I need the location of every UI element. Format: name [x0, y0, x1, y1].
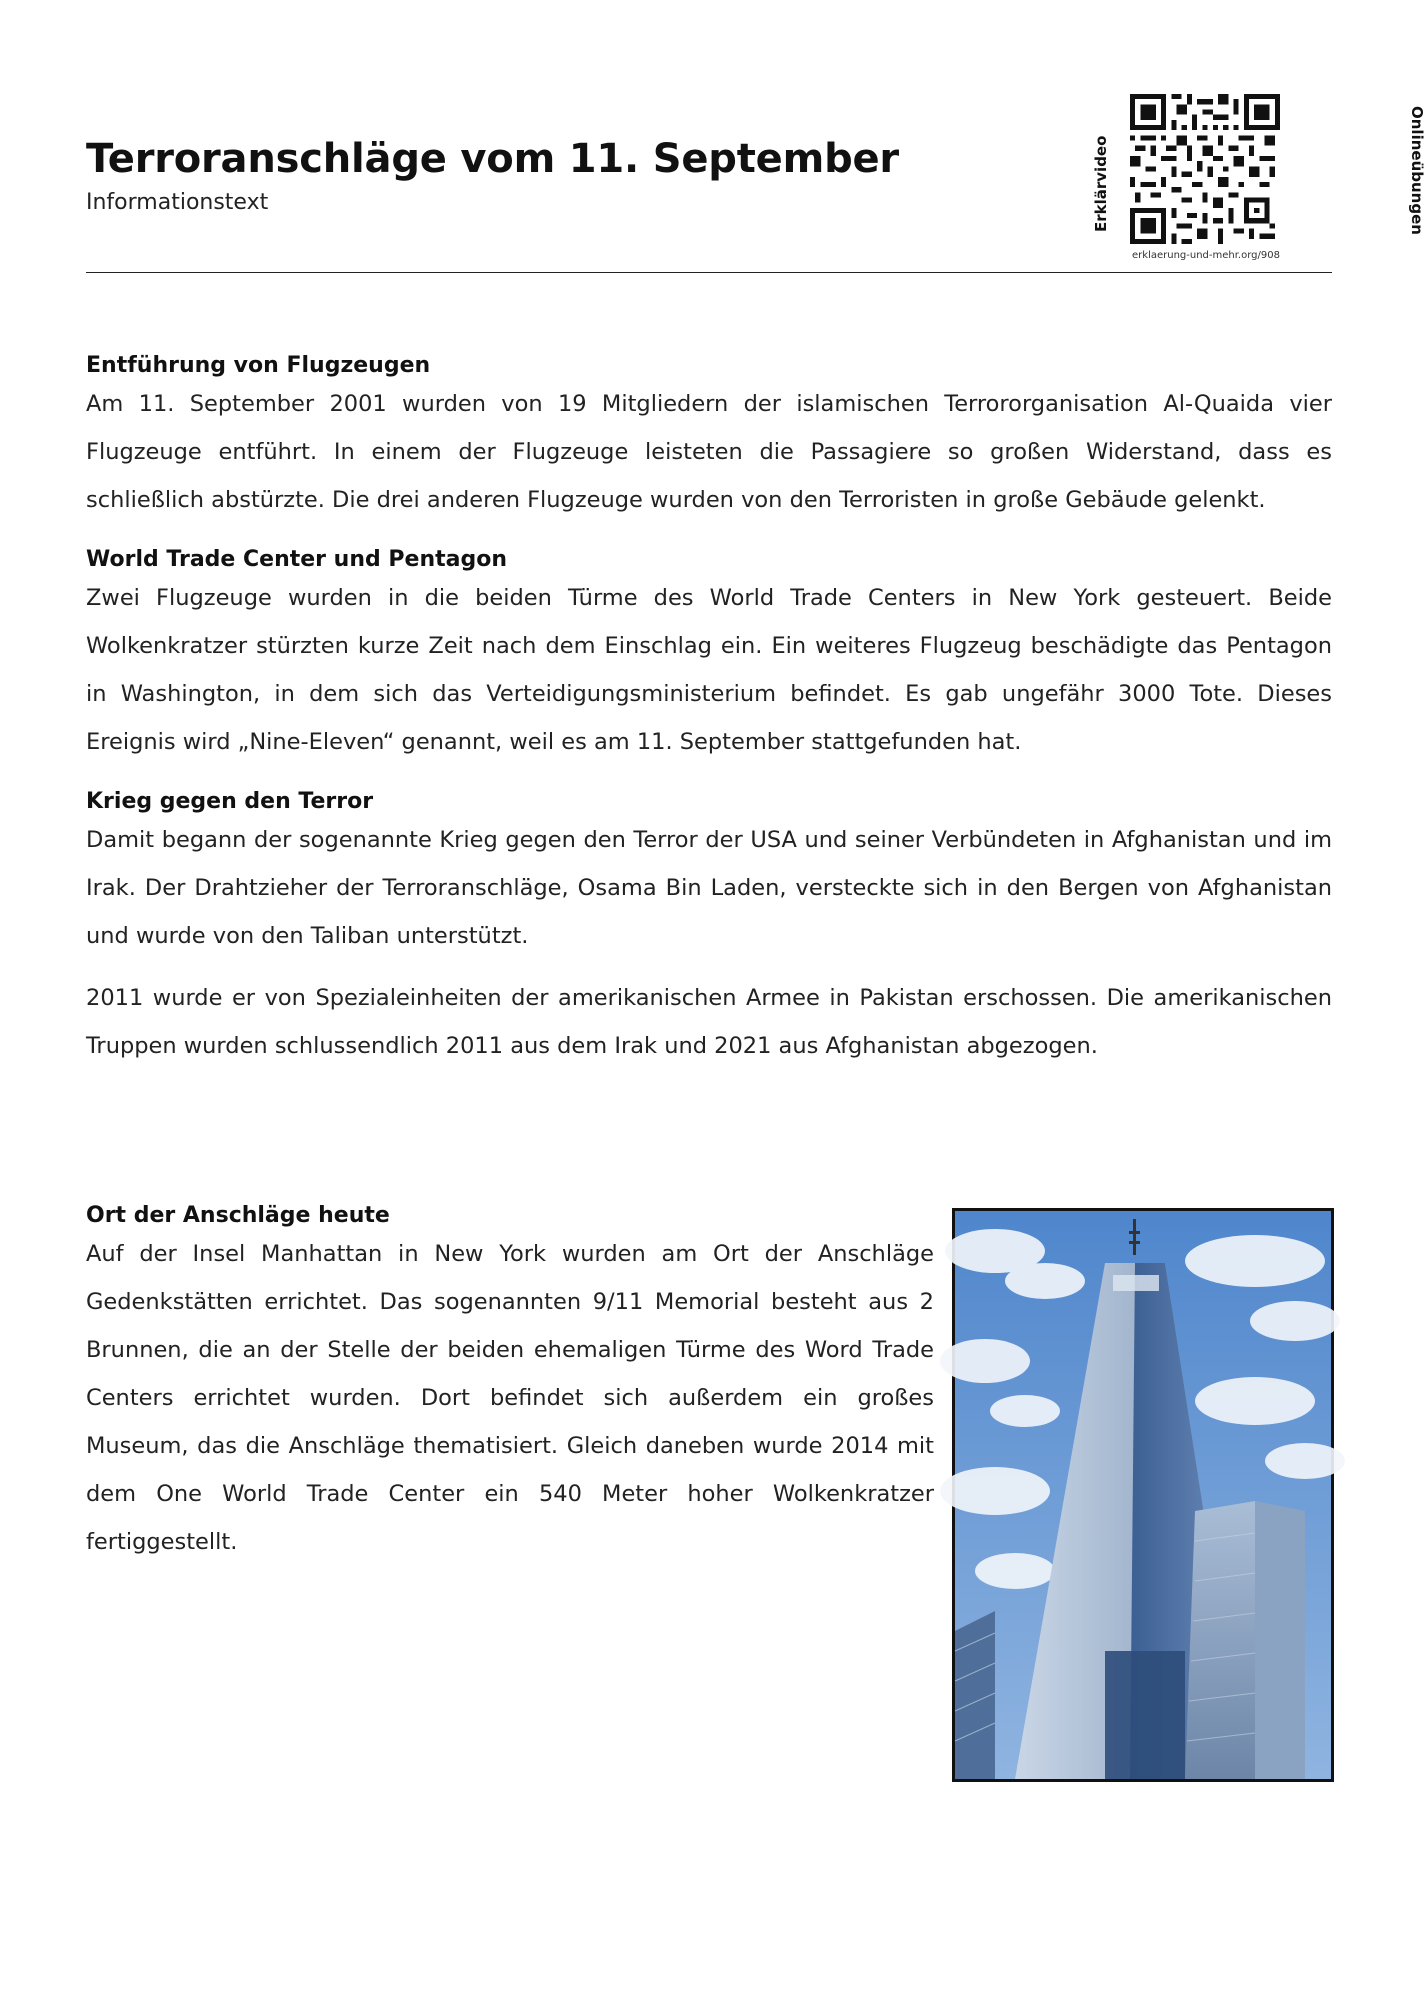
page-header — [86, 80, 1426, 274]
section-heading: World Trade Center und Pentagon — [86, 547, 508, 572]
qr-caption: erklaerung-und-mehr.org/908 — [1132, 250, 1280, 261]
section-paragraph: Zwei Flugzeuge wurden in die beiden Türme des World Trade Centers in New York gesteuert. Beide Wolkenkratzer stürzten kurze Zeit nach dem Einschlag ein. Ein weiteres Flugzeug beschädigte das Pentagon in Washington, in dem sich das Verteidigungsministerium befindet. Es gab ungefähr 3000 Tote. Dieses Ereignis wird „Nine-Eleven“ genannt, weil es am 11. September stattgefunden hat. — [86, 585, 1332, 755]
qr-label-explainer-video[interactable]: Erklärvideo — [1092, 135, 1110, 232]
section-wtc-pentagon — [86, 546, 1332, 766]
page-title: Terroranschläge vom 11. September — [86, 136, 899, 182]
section-paragraph: Damit begann der sogenannte Krieg gegen den Terror der USA und seiner Verbündeten in Afghanistan und im Irak. Der Drahtzieher der Terroranschläge, Osama Bin Laden, versteckte sich in den Bergen von Afghanistan und wurde von den Taliban unterstützt. — [86, 827, 1332, 949]
section-hijacking — [86, 352, 1332, 524]
section-paragraph: Auf der Insel Manhattan in New York wurden am Ort der Anschläge Gedenkstätten errichtet. Das sogenannten 9/11 Memorial besteht aus 2 Brunnen, die an der Stelle der beiden ehemaligen Türme des Word Trade Centers errichtet wurden. Dort befindet sich außerdem ein großes Museum, das die Anschläge thematisiert. Gleich daneben wurde 2014 mit dem One World Trade Center ein 540 Meter hoher Wolkenkratzer fertiggestellt. — [86, 1241, 934, 1555]
section-heading: Entführung von Flugzeugen — [86, 353, 431, 378]
section-heading: Krieg gegen den Terror — [86, 789, 374, 814]
qr-label-online-exercises[interactable]: Onlineübungen — [1408, 106, 1426, 235]
skyscraper-photo — [952, 1208, 1334, 1782]
section-memorial-today — [86, 1202, 934, 1566]
page-subtitle: Informationstext — [86, 190, 269, 215]
section-paragraph: 2011 wurde er von Spezialeinheiten der amerikanischen Armee in Pakistan erschossen. Die amerikanischen Truppen wurden schlussendlich 2011 aus dem Irak und 2021 aus Afghanistan abgezogen. — [86, 985, 1332, 1059]
header-divider — [86, 272, 1332, 273]
article-body — [86, 352, 1332, 1092]
section-paragraph: Am 11. September 2001 wurden von 19 Mitgliedern der islamischen Terrororganisation Al-Quaida vier Flugzeuge entführt. In einem der Flugzeuge leisteten die Passagiere so großen Widerstand, dass es schließlich abstürzte. Die drei anderen Flugzeuge wurden von den Terroristen in große Gebäude gelenkt. — [86, 391, 1332, 513]
section-heading: Ort der Anschläge heute — [86, 1203, 390, 1228]
qr-code-icon[interactable] — [1130, 94, 1280, 244]
section-war-on-terror — [86, 788, 1332, 1070]
